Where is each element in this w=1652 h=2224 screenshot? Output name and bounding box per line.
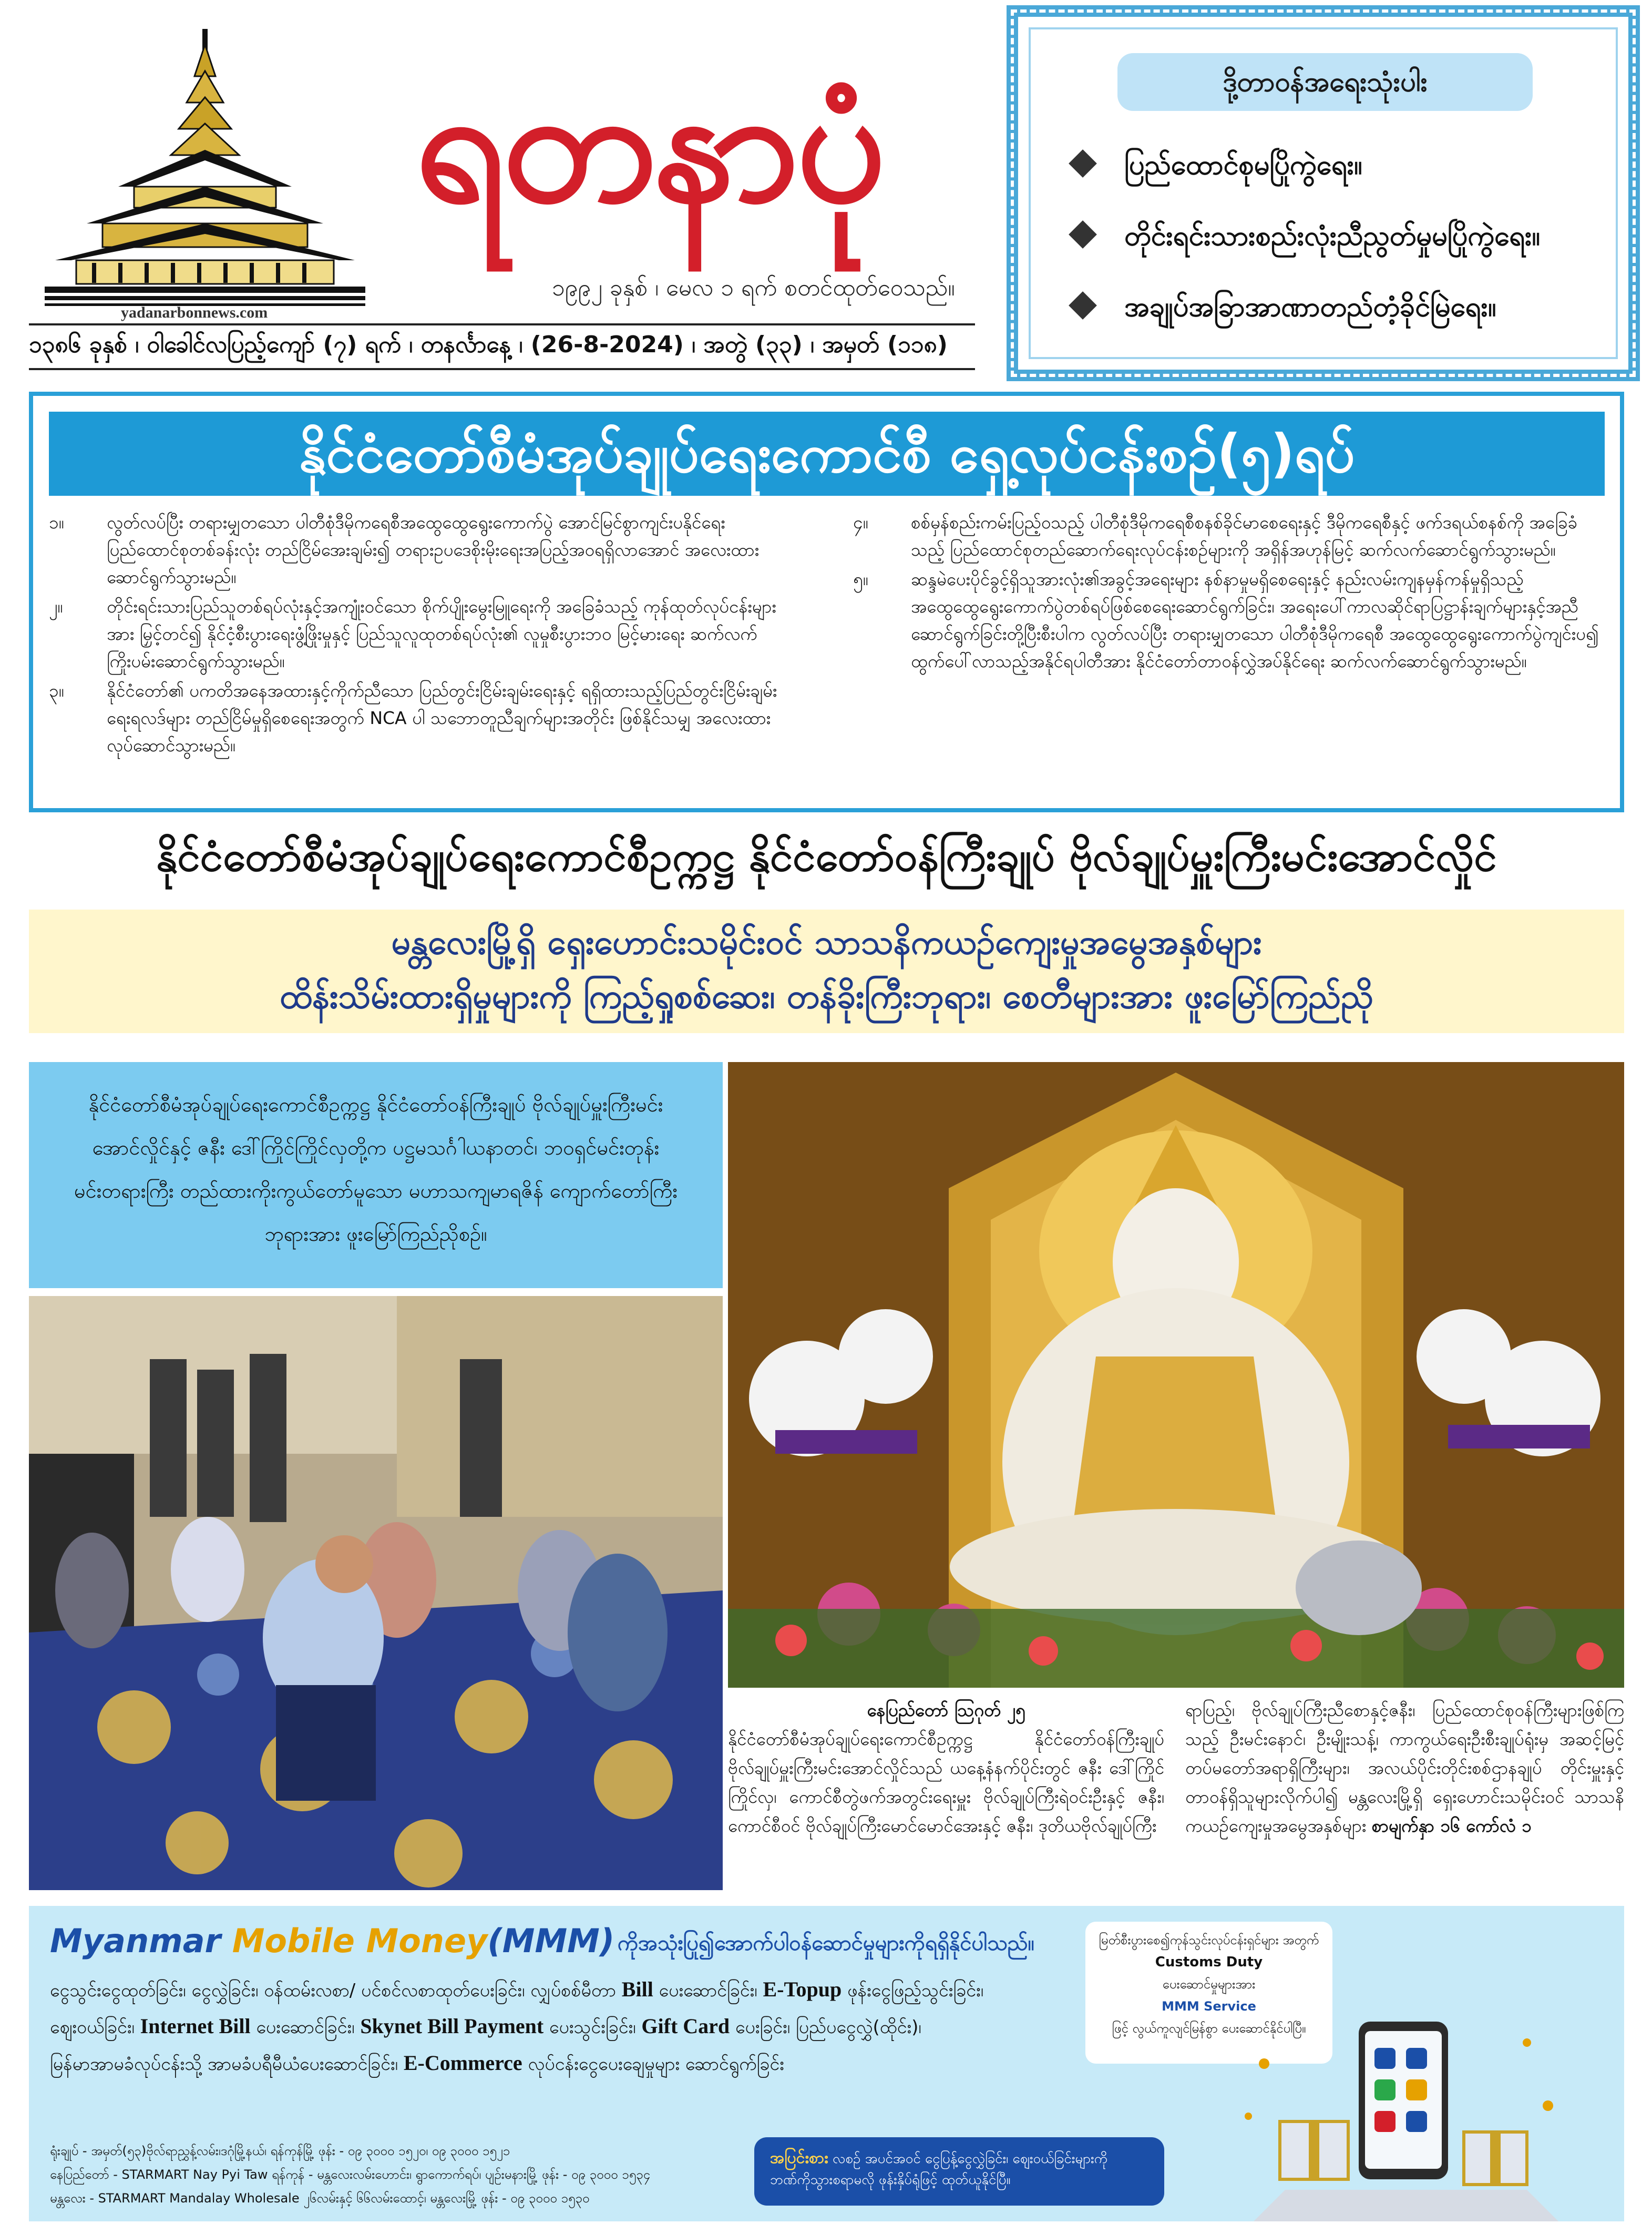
- prayer-photo: [29, 1296, 723, 1890]
- promo-text-2: ဘဏ်ကိုသွားစရာမလို ဖုန်းနှိပ်ရုံဖြင့် ထုတ်ယူနိုင်ပြီ။: [770, 2172, 1011, 2188]
- diamond-bullet-icon: [1069, 291, 1097, 320]
- article-body-2: ရာပြည့်၊ ဗိုလ်ချုပ်ကြီးညီစောနှင့်ဇနီး၊ ပြည်ထောင်စုဝန်ကြီးများဖြစ်ကြသည့် ဦးမင်းနောင်၊ ဦးမျိုးသန့်၊ ကာကွယ်ရေးဦးစီးချုပ်ရုံးမှ အဆင့်မြင့်တပ်မတော်အရာရှိကြီးများ၊ အလယ်ပိုင်းတိုင်းစစ်ဌာနချုပ် တိုင်းမှူးနှင့် တာဝန်ရှိသူများလိုက်ပါ၍ မန္တလေးမြို့ရှိ ရှေးဟောင်းသမိုင်းဝင် သာသနိကယဉ်ကျေးမှုအမွေအနှစ်များ: [1185, 1700, 1624, 1836]
- service-text: ပေးဆောင်ခြင်း၊: [256, 2017, 355, 2038]
- issue-dateline: ၁၃၈၆ ခုနှစ် ၊ ဝါခေါင်လပြည့်ကျော် (၇) ရက် ၊ တနင်္လာနေ့ ၊ (26-8-2024) ၊ အတွဲ (၃၃) ၊ အမှတ် (၁၁၈): [29, 331, 948, 358]
- policy-column-right: [853, 509, 1599, 677]
- phone-gift-illustration-icon: [1201, 2001, 1579, 2221]
- ad-services-line-1: [50, 1977, 983, 2005]
- policy-text: တိုင်းရင်းသားပြည်သူတစ်ရပ်လုံးနှင့်အကျုံးဝင်သော စိုက်ပျိုးမွေးမြူရေးကို အခြေခံသည့် ကုန်ထုတ်လုပ်ငန်းများအား မြှင့်တင်၍ နိုင်ငံ့စီးပွားရေးဖွံ့ဖြိုးမှုနှင့် ပြည်သူလူထုတစ်ရပ်လုံး၏ လူမှုစီးပွားဘဝ မြင့်မားရေး ဆက်လက်ကြိုးပမ်းဆောင်ရွက်သွားမည်။: [107, 596, 776, 671]
- service-text: မြန်မာအာမခံလုပ်ငန်းသို့ အာမခံပရီမီယံပေးဆောင်ခြင်း၊: [50, 2054, 398, 2075]
- subheadline-band: [29, 910, 1624, 1033]
- brand-word-3: (MMM): [487, 1922, 615, 1960]
- ad-services-line-3: [50, 2050, 784, 2079]
- customs-text-4: MMM Service: [1162, 1999, 1256, 2014]
- continued-on-page: စာမျက်နှာ ၁၆ ကော်လံ ၁: [1371, 1815, 1532, 1836]
- news-article: [728, 1696, 1624, 1890]
- contact-line-2: နေပြည်တော် - STARMART Nay Pyi Taw ရန်ကုန် - မန္တလေးလမ်းဟောင်း၊ ရွာကောက်ရပ်၊ ပျဉ်းမနားမြို့ ဖုန်း - ၀၉ ၃၀၀၀ ၁၅၃၄: [50, 2167, 651, 2182]
- brand-word-1: Myanmar: [50, 1922, 221, 1960]
- policy-item: [49, 509, 795, 591]
- customs-text-2: Customs Duty: [1155, 1954, 1263, 1970]
- policy-column-left: [49, 509, 795, 761]
- subheadline-line-2: ထိန်းသိမ်းထားရှိမှုများကို ကြည့်ရှုစစ်ဆေး၊ တန်ခိုးကြီးဘုရား၊ စေတီများအား ဖူးမြော်ကြည်ညို: [280, 977, 1373, 1016]
- policy-text: စစ်မှန်စည်းကမ်းပြည့်ဝသည့် ပါတီစုံဒီမိုကရေစီစနစ်ခိုင်မာစေရေးနှင့် ဒီမိုကရေစီနှင့် ဖက်ဒရယ်စနစ်ကို အခြေခံသည့် ပြည်ထောင်စုတည်ဆောက်ရေးလုပ်ငန်းစဉ်များကို အရှိန်အဟုန်မြင့် ဆက်လက်ဆောင်ရွက်သွားမည်။: [911, 512, 1578, 560]
- article-dateline: နေပြည်တော် သြဂုတ် ၂၅: [867, 1700, 1025, 1720]
- dateline-bottom-rule: [29, 368, 975, 370]
- policy-item: [49, 677, 795, 759]
- contact-line-1: ရုံးချုပ် - အမှတ်(၅၃)ဗိုလ်ရာညွှန့်လမ်း၊ဒဂုံမြို့နယ်၊ ရန်ကုန်မြို့ ဖုန်း - ၀၉ ၃၀၀၀ ၁၅၂၀၊ ၀၉ ၃၀၀၀ ၁၅၂၁: [50, 2144, 510, 2158]
- slogan-item: [1073, 148, 1362, 188]
- website-url: yadanarbonnews.com: [121, 304, 268, 321]
- policy-number: ၁။: [49, 512, 64, 533]
- newspaper-title: ရတနာပုံ: [415, 52, 884, 237]
- slogan-inner-frame: [1029, 27, 1618, 359]
- main-headline: နိုင်ငံတော်စီမံအုပ်ချုပ်ရေးကောင်စီဥက္ကဋ္ဌ နိုင်ငံတော်ဝန်ကြီးချုပ် ဗိုလ်ချုပ်မှူးကြီးမင်းအောင်လှိုင်: [156, 833, 1497, 881]
- service-keyword: Internet Bill: [140, 2014, 251, 2038]
- service-text: ငွေသွင်းငွေထုတ်ခြင်း၊ ငွေလွှဲခြင်း၊ ဝန်ထမ်းလစာ/ ပင်စင်လစာထုတ်ပေးခြင်း၊ လျှပ်စစ်မီတာ: [50, 1980, 616, 2001]
- promo-banner: [754, 2137, 1164, 2206]
- slogan-header: ဒို့တာဝန်အရေးသုံးပါး: [1117, 53, 1533, 111]
- policy-title: နိုင်ငံတော်စီမံအုပ်ချုပ်ရေးကောင်စီ ရှေ့လုပ်ငန်းစဉ်(၅)ရပ်: [49, 412, 1605, 496]
- policy-box: [29, 392, 1624, 812]
- subheadline-line-1: မန္တလေးမြို့ရှိ ရှေးဟောင်းသမိုင်းဝင် သာသနိကယဉ်ကျေးမှုအမွေအနှစ်များ: [391, 923, 1262, 962]
- policy-text: လွတ်လပ်ပြီး တရားမျှတသော ပါတီစုံဒီမိုကရေစီအထွေထွေရွေးကောက်ပွဲ အောင်မြင်စွာကျင်းပနိုင်ရေး ပြည်ထောင်စုတစ်ခန်းလုံး တည်ငြိမ်အေးချမ်း၍ တရားဥပဒေစိုးမိုးရေးအပြည့်အဝရရှိလာအောင် အလေးထားဆောင်ရွက်သွားမည်။: [107, 512, 760, 587]
- service-text: ပေးခြင်း၊ ပြည်ပငွေလွှဲ(ထိုင်း)၊: [735, 2017, 921, 2038]
- promo-highlight: အပြင်းစား: [770, 2149, 828, 2167]
- palace-logo-icon: [45, 29, 365, 313]
- service-keyword: Skynet Bill Payment: [360, 2014, 544, 2038]
- policy-number: ၃။: [49, 680, 64, 701]
- policy-number: ၄။: [853, 512, 868, 533]
- policy-item: [853, 509, 1599, 564]
- diamond-bullet-icon: [1069, 149, 1097, 178]
- article-column-1: [728, 1696, 1164, 1840]
- slogan-text: အချုပ်အခြာအာဏာတည်တံ့ခိုင်မြဲရေး။: [1124, 291, 1496, 323]
- diamond-bullet-icon: [1069, 220, 1097, 249]
- slogan-text: ပြည်ထောင်စုမပြိုကွဲရေး။: [1124, 149, 1362, 181]
- slogan-text: တိုင်းရင်းသားစည်းလုံးညီညွတ်မှုမပြိုကွဲရေး။: [1124, 220, 1541, 252]
- service-keyword: Gift Card: [641, 2014, 730, 2038]
- slogan-item: [1073, 219, 1540, 259]
- ad-services-line-2: [50, 2014, 921, 2042]
- service-text: လုပ်ငန်းငွေပေးချေမှုများ ဆောင်ရွက်ခြင်း: [528, 2054, 784, 2075]
- policy-item: [49, 593, 795, 675]
- policy-number: ၅။: [853, 569, 868, 589]
- ad-brand: [50, 1922, 614, 1960]
- buddha-statue-photo: [728, 1062, 1624, 1688]
- article-body-1: နိုင်ငံတော်စီမံအုပ်ချုပ်ရေးကောင်စီဥက္ကဋ္ဌ နိုင်ငံတော်ဝန်ကြီးချုပ် ဗိုလ်ချုပ်မှူးကြီးမင်းအောင်လှိုင်သည် ယနေ့နံနက်ပိုင်းတွင် ဇနီး ဒေါ်ကြိုင်ကြိုင်လှ၊ ကောင်စီတွဲဖက်အတွင်းရေးမှူး ဗိုလ်ချုပ်ကြီးရဲဝင်းဦးနှင့် ဇနီး၊ ကောင်စီဝင် ဗိုလ်ချုပ်ကြီးမောင်မောင်အေးနှင့် ဇနီး၊ ဒုတိယဗိုလ်ချုပ်ကြီး: [728, 1729, 1164, 1836]
- service-keyword: E-Topup: [763, 1977, 842, 2001]
- promo-text-1: လစဉ် အပင်အဝင် ငွေပြန့်ငွေလွှဲခြင်း၊ ဈေးဝယ်ခြင်းများကို: [833, 2151, 1108, 2167]
- customs-text-3: ပေးဆောင်မှုများအား: [1162, 1977, 1256, 1992]
- national-causes-box: [1007, 5, 1640, 381]
- founded-line: ၁၉၉၂ ခုနှစ် ၊ မေလ ၁ ရက် စတင်ထုတ်ဝေသည်။: [552, 274, 955, 301]
- service-keyword: Bill: [621, 1977, 653, 2001]
- service-text: ပေးဆောင်ခြင်း၊: [659, 1980, 757, 2001]
- slogan-item: [1073, 290, 1496, 330]
- service-text: ပေးသွင်းခြင်း၊: [549, 2017, 636, 2038]
- policy-text: နိုင်ငံတော်၏ ပကတိအနေအထားနှင့်ကိုက်ညီသော ပြည်တွင်းငြိမ်းချမ်းရေးနှင့် ရရှိထားသည့်ပြည်တွင်းငြိမ်းချမ်းရေးရလဒ်များ တည်ငြိမ်မှုရှိစေရေးအတွက် NCA ပါ သဘောတူညီချက်များအတိုင်း ဖြစ်နိုင်သမျှ အလေးထားလုပ်ဆောင်သွားမည်။: [107, 680, 777, 756]
- brand-word-2: Mobile Money: [232, 1922, 488, 1960]
- ad-tagline: ကိုအသုံးပြု၍အောက်ပါဝန်ဆောင်မှုများကိုရရှိနိုင်ပါသည်။: [618, 1931, 1034, 1955]
- dateline-top-rule: [29, 323, 975, 325]
- article-column-2: [1185, 1696, 1624, 1840]
- contact-line-3: မန္တလေး - STARMART Mandalay Wholesale ၂၆လမ်းနှင့် ၆၆လမ်းထောင့်၊ မန္တလေးမြို့ ဖုန်း - ၀၉ ၃၀၀၀ ၁၅၃၀: [50, 2191, 590, 2206]
- policy-item: [853, 566, 1599, 675]
- service-text: ဖုန်းငွေဖြည့်သွင်းခြင်း၊: [847, 1980, 984, 2001]
- policy-text: ဆန္ဒမဲပေးပိုင်ခွင့်ရှိသူအားလုံး၏အခွင့်အရေးများ နစ်နာမှုမရှိစေရေးနှင့် နည်းလမ်းကျနမှန်ကန်မှုရှိသည့် အထွေထွေရွေးကောက်ပွဲတစ်ရပ်ဖြစ်စေရေးဆောင်ရွက်ခြင်း၊ အရေးပေါ်ကာလဆိုင်ရာပြဋ္ဌာန်းချက်များနှင့်အညီ ဆောင်ရွက်ခြင်းတို့ပြီးစီးပါက လွတ်လပ်ပြီး တရားမျှတသော ပါတီစုံဒီမိုကရေစီ အထွေထွေရွေးကောက်ပွဲကျင်းပ၍ ထွက်ပေါ်လာသည့်အနိုင်ရပါတီအား နိုင်ငံတော်တာဝန်လွှဲအပ်နိုင်ရေး ဆက်လက်ဆောင်ရွက်သွားမည်။: [911, 569, 1599, 671]
- customs-text-5: ဖြင့် လွယ်ကူလျင်မြန်စွာ ပေးဆောင်နိုင်ပါပြီ။: [1112, 2021, 1306, 2036]
- customs-text-1: မြတ်စီးပွားစေ၍ကုန်သွင်းလုပ်ငန်းရှင်များ အတွက်: [1099, 1933, 1319, 1947]
- service-keyword: E-Commerce: [403, 2051, 522, 2075]
- service-text: ဈေးဝယ်ခြင်း၊: [50, 2017, 135, 2038]
- policy-number: ၂။: [49, 596, 63, 617]
- mmm-advertisement: [29, 1906, 1624, 2221]
- photo-caption: နိုင်ငံတော်စီမံအုပ်ချုပ်ရေးကောင်စီဥက္ကဋ္ဌ နိုင်ငံတော်ဝန်ကြီးချုပ် ဗိုလ်ချုပ်မှူးကြီးမင်းအောင်လှိုင်နှင့် ဇနီး ဒေါ်ကြိုင်ကြိုင်လှတို့က ပဋ္ဌမသင်္ဂါယနာတင်၊ ဘဝရှင်မင်းတုန်းမင်းတရားကြီး တည်ထားကိုးကွယ်တော်မူသော မဟာသကျမာရဇိန် ကျောက်တော်ကြီးဘုရားအား ဖူးမြော်ကြည်ညိုစဉ်။: [29, 1062, 723, 1288]
